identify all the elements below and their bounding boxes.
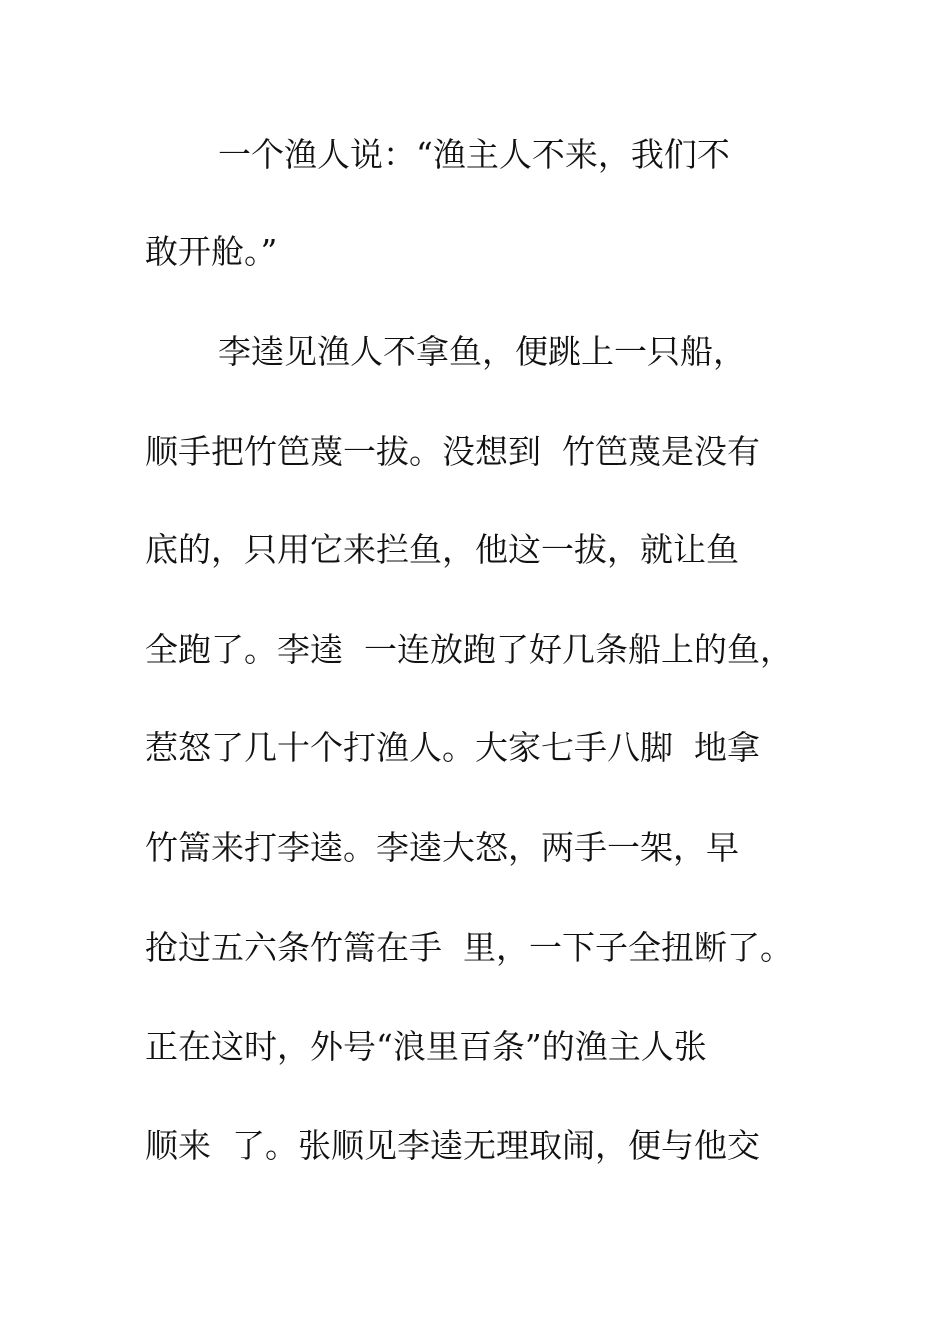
paragraph-2-line-7: 抢过五六条竹篙在手 里，一下子全扭断了。: [145, 928, 793, 967]
paragraph-1-line-2: 敢开舱。”: [145, 232, 278, 271]
paragraph-1-line-1: 一个渔人说：“渔主人不来，我们不: [218, 135, 730, 174]
paragraph-2-line-8: 正在这时，外号“浪里百条”的渔主人张: [145, 1027, 707, 1066]
paragraph-2-line-2: 顺手把竹笆蔑一拔。没想到 竹笆蔑是没有: [145, 432, 760, 471]
paragraph-2-line-3: 底的，只用它来拦鱼，他这一拔，就让鱼: [145, 530, 739, 569]
paragraph-2-line-6: 竹篙来打李逵。李逵大怒，两手一架，早: [145, 828, 739, 867]
paragraph-2-line-9: 顺来 了。张顺见李逵无理取闹，便与他交: [145, 1126, 760, 1165]
paragraph-2-line-5: 惹怒了几十个打渔人。大家七手八脚 地拿: [145, 728, 760, 767]
paragraph-2-line-1: 李逵见渔人不拿鱼，便跳上一只船，: [218, 332, 746, 371]
paragraph-2-line-4: 全跑了。李逵 一连放跑了好几条船上的鱼，: [145, 630, 793, 669]
